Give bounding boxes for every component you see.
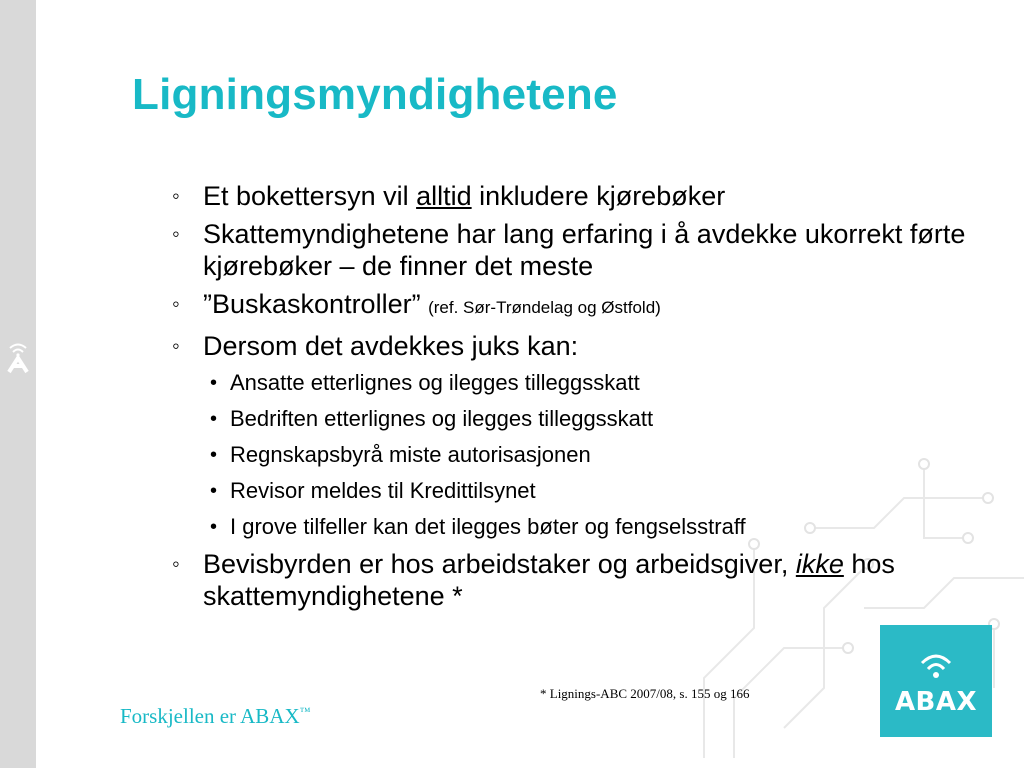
bullet-emphasis: alltid [416, 181, 472, 211]
bullet-marker: ◦ [172, 183, 180, 208]
bullet-text: Skattemyndighetene har lang erfaring i å avdekke ukorrekt førte kjørebøker – de finner det meste [203, 219, 966, 281]
bullet-text: ”Buskaskontroller” [203, 289, 421, 319]
sub-bullet-text: Bedriften etterlignes og ilegges tilleggsskatt [230, 406, 654, 431]
sub-bullet-text: Revisor meldes til Kredittilsynet [230, 478, 536, 503]
footnote: * Lignings-ABC 2007/08, s. 155 og 166 [540, 686, 750, 701]
sub-bullet-text: Ansatte etterlignes og ilegges tilleggsskatt [230, 370, 640, 395]
bullet-text: inkludere kjørebøker [471, 181, 726, 211]
sub-bullet-item [172, 440, 972, 470]
bullet-item [172, 180, 972, 212]
bullet-text: Et bokettersyn vil [203, 181, 417, 211]
tagline [120, 704, 310, 729]
slide-title: Ligningsmyndighetene [132, 70, 618, 119]
trademark-symbol: ™ [299, 706, 311, 718]
bullet-item [172, 218, 972, 282]
sub-bullet-item [172, 476, 972, 506]
bullet-marker: ◦ [172, 291, 180, 316]
abax-wifi-logo-icon [0, 334, 36, 384]
sub-bullet-marker: • [210, 444, 218, 466]
sub-bullet-marker: • [210, 480, 218, 502]
sub-bullet-item [172, 404, 972, 434]
bullet-item [172, 548, 972, 612]
bullet-item [172, 288, 972, 324]
bullet-item [172, 330, 972, 362]
sub-bullet-text: I grove tilfeller kan det ilegges bøter og fengselsstraff [230, 514, 746, 539]
bullet-text: hos skattemyndighetene * [203, 549, 895, 611]
bullet-marker: ◦ [172, 551, 180, 576]
tagline-text: Forskjellen er ABAX [120, 704, 300, 728]
bullet-list [172, 180, 972, 618]
sub-bullet-item [172, 512, 972, 542]
bullet-marker: ◦ [172, 221, 180, 246]
wifi-signal-icon [916, 647, 956, 683]
bullet-emphasis: ikke [795, 549, 844, 579]
bullet-text: Bevisbyrden er hos arbeidstaker og arbeidsgiver, [203, 549, 796, 579]
bullet-text: Dersom det avdekkes juks kan: [203, 331, 579, 361]
sub-bullet-text: Regnskapsbyrå miste autorisasjonen [230, 442, 591, 467]
sub-bullet-marker: • [210, 372, 218, 394]
sub-bullet-item [172, 368, 972, 398]
left-sidebar-bar [0, 0, 36, 768]
sub-bullet-marker: • [210, 408, 218, 430]
bullet-marker: ◦ [172, 333, 180, 358]
abax-logo [880, 625, 992, 737]
sub-bullet-marker: • [210, 516, 218, 538]
bullet-reference-note: (ref. Sør-Trøndelag og Østfold) [428, 298, 661, 317]
logo-text: ABAX [894, 687, 978, 717]
